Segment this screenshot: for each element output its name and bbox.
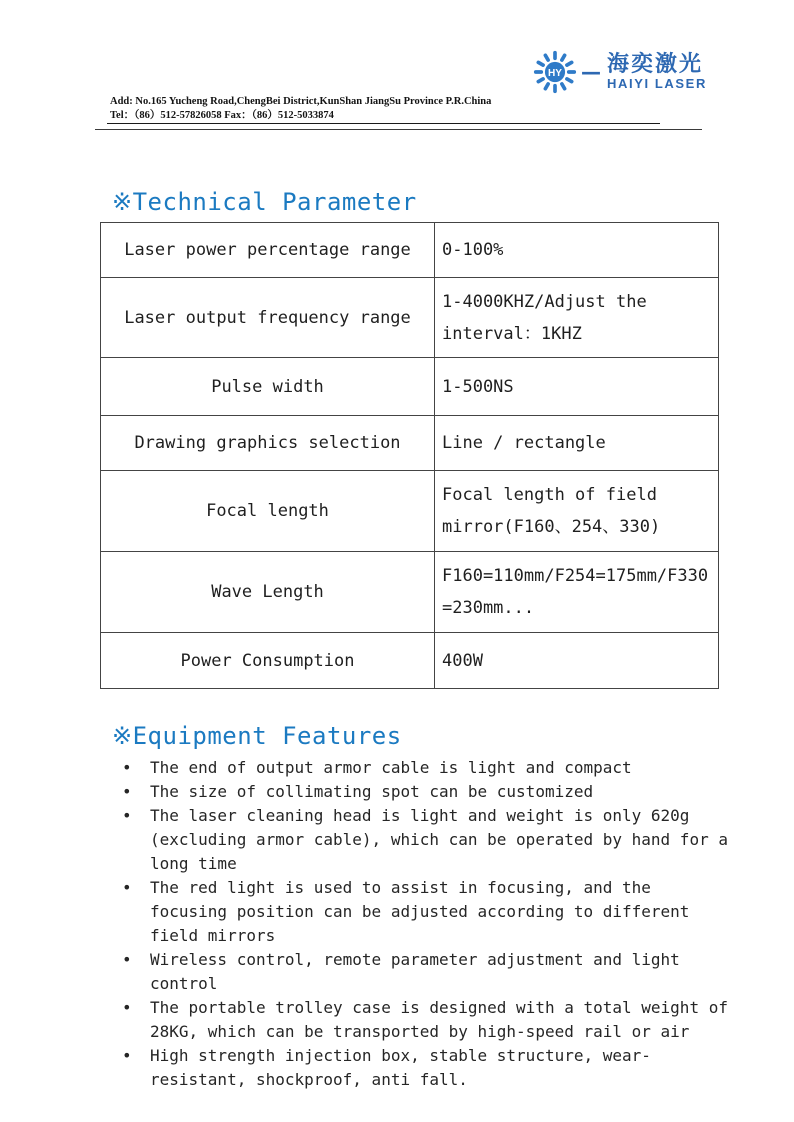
company-name-chinese: 海奕激光 — [607, 51, 704, 77]
bullet-icon: • — [122, 1046, 132, 1065]
table-row — [101, 633, 719, 689]
param-value: Focal length of field mirror(F160、254、330) — [435, 471, 719, 552]
bullet-icon: • — [122, 806, 132, 825]
feature-text: The portable trolley case is designed with a total weight of 28KG, which can be transported by high-speed rail or air — [150, 998, 728, 1041]
table-row — [101, 278, 719, 358]
feature-text: The size of collimating spot can be customized — [150, 782, 594, 801]
param-label: Wave Length — [101, 552, 435, 633]
equipment-features-list — [119, 756, 731, 1092]
header-contact-block — [110, 95, 491, 122]
table-row — [101, 358, 719, 416]
feature-text: Wireless control, remote parameter adjustment and light control — [150, 950, 680, 993]
bullet-icon: • — [122, 998, 132, 1017]
param-value: Line / rectangle — [435, 416, 719, 471]
list-item — [119, 756, 731, 780]
param-label: Focal length — [101, 471, 435, 552]
address-line: Add: No.165 Yucheng Road,ChengBei District,KunShan JiangSu Province P.R.China — [110, 96, 492, 107]
header-divider-bottom — [95, 129, 702, 130]
table-row — [101, 416, 719, 471]
feature-text: High strength injection box, stable structure, wear-resistant, shockproof, anti fall. — [150, 1046, 651, 1089]
logo-center-letters: HY — [547, 68, 563, 80]
starburst-laser-logo-icon — [533, 50, 577, 94]
list-item — [119, 948, 731, 996]
feature-text: The laser cleaning head is light and weight is only 620g (excluding armor cable), which can be operated by hand for a long time — [150, 806, 728, 873]
param-label: Power Consumption — [101, 633, 435, 689]
technical-parameter-title: ※Technical Parameter — [112, 188, 417, 216]
bullet-icon: • — [122, 950, 132, 969]
list-item — [119, 780, 731, 804]
header-divider-top — [107, 123, 660, 124]
bullet-icon: • — [122, 878, 132, 897]
bullet-icon: • — [122, 758, 132, 777]
list-item — [119, 876, 731, 948]
logo-dash: — — [581, 60, 601, 84]
tel-fax-line: Tel：（86）512-57826058 Fax：（86）512-5033874 — [110, 109, 334, 121]
param-label: Pulse width — [101, 358, 435, 416]
company-logo — [533, 50, 707, 94]
technical-parameter-table — [100, 222, 719, 689]
list-item — [119, 1044, 731, 1092]
feature-text: The red light is used to assist in focusing, and the focusing position can be adjusted according to different field mirrors — [150, 878, 690, 945]
table-row — [101, 223, 719, 278]
param-label: Drawing graphics selection — [101, 416, 435, 471]
table-row — [101, 552, 719, 633]
param-value: 400W — [435, 633, 719, 689]
table-row — [101, 471, 719, 552]
feature-text: The end of output armor cable is light and compact — [150, 758, 632, 777]
param-label: Laser output frequency range — [101, 278, 435, 358]
param-label: Laser power percentage range — [101, 223, 435, 278]
bullet-icon: • — [122, 782, 132, 801]
list-item — [119, 804, 731, 876]
equipment-features-title: ※Equipment Features — [112, 722, 402, 750]
param-value: F160=110mm/F254=175mm/F330=230mm... — [435, 552, 719, 633]
param-value: 0-100% — [435, 223, 719, 278]
param-value: 1-500NS — [435, 358, 719, 416]
logo-text — [607, 53, 707, 91]
list-item — [119, 996, 731, 1044]
param-value: 1-4000KHZ/Adjust the interval：1KHZ — [435, 278, 719, 358]
company-name-english: HAIYI LASER — [607, 75, 707, 91]
